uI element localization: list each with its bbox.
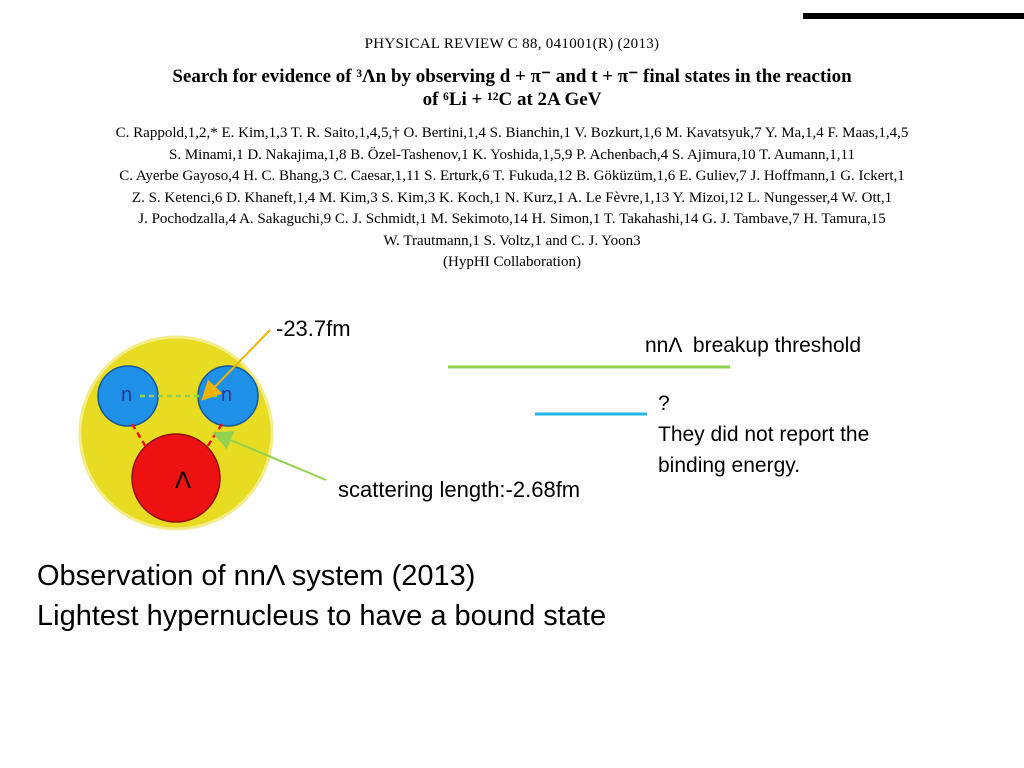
author-line: J. Pochodzalla,4 A. Sakaguchi,9 C. J. Schmidt,1 M. Sekimoto,14 H. Simon,1 T. Takahashi,14 G. J. Tambave,7 H. Tamura,15 — [138, 211, 886, 227]
author-line: Z. S. Ketenci,6 D. Khaneft,1,4 M. Kim,3 S. Kim,3 K. Koch,1 N. Kurz,1 A. Le Fèvre,1,13 Y. Mizoi,12 L. Nungesser,4 W. Ott,1 — [131, 189, 893, 206]
neutron-left-label: n — [121, 384, 133, 406]
author-line: S. Minami,1 D. Nakajima,1,8 B. Özel-Tashenov,1 K. Yoshida,1,5,9 P. Achenbach,4 S. Ajimura,10 T. Aumann,1,11 — [169, 146, 855, 163]
nn-length-label: -23.7fm — [276, 316, 351, 341]
scattering-length-label: scattering length:-2.68fm — [338, 477, 581, 502]
paper-title-line1: Search for evidence of ³Λn by observing d + π⁻ and t + π⁻ final states in the reaction — [172, 66, 852, 87]
binding-note-line2: binding energy. — [658, 454, 801, 477]
breakup-threshold-label: nnΛ breakup threshold — [645, 334, 862, 357]
author-line: C. Rappold,1,2,* E. Kim,1,3 T. R. Saito,1,4,5,† O. Bertini,1,4 S. Bianchin,1 V. Bozkurt,1,6 M. Kavatsyuk,7 Y. Ma,1,4 F. Maas,1,4,5 — [115, 125, 909, 141]
lambda-label: Λ — [175, 467, 192, 494]
collaboration: (HypHI Collaboration) — [443, 254, 581, 270]
caption-line1: Observation of nnΛ system (2013) — [37, 560, 476, 592]
journal-reference: PHYSICAL REVIEW C 88, 041001(R) (2013) — [364, 36, 660, 52]
paper-title-line2: of ⁶Li + ¹²C at 2A GeV — [422, 89, 602, 110]
slide-caption — [37, 556, 606, 636]
neutron-right-label: n — [221, 384, 233, 406]
author-line: W. Trautmann,1 S. Voltz,1 and C. J. Yoon3 — [383, 232, 641, 249]
question-mark: ? — [658, 392, 670, 415]
binding-note-line1: They did not report the — [658, 423, 870, 446]
caption-line2: Lightest hypernucleus to have a bound state — [37, 600, 607, 632]
author-line: C. Ayerbe Gayoso,4 H. C. Bhang,3 C. Caesar,1,11 S. Erturk,6 T. Fukuda,12 B. Göküzüm,1,6 E. Guliev,7 J. Hoffmann,1 G. Ickert,1 — [119, 168, 905, 184]
